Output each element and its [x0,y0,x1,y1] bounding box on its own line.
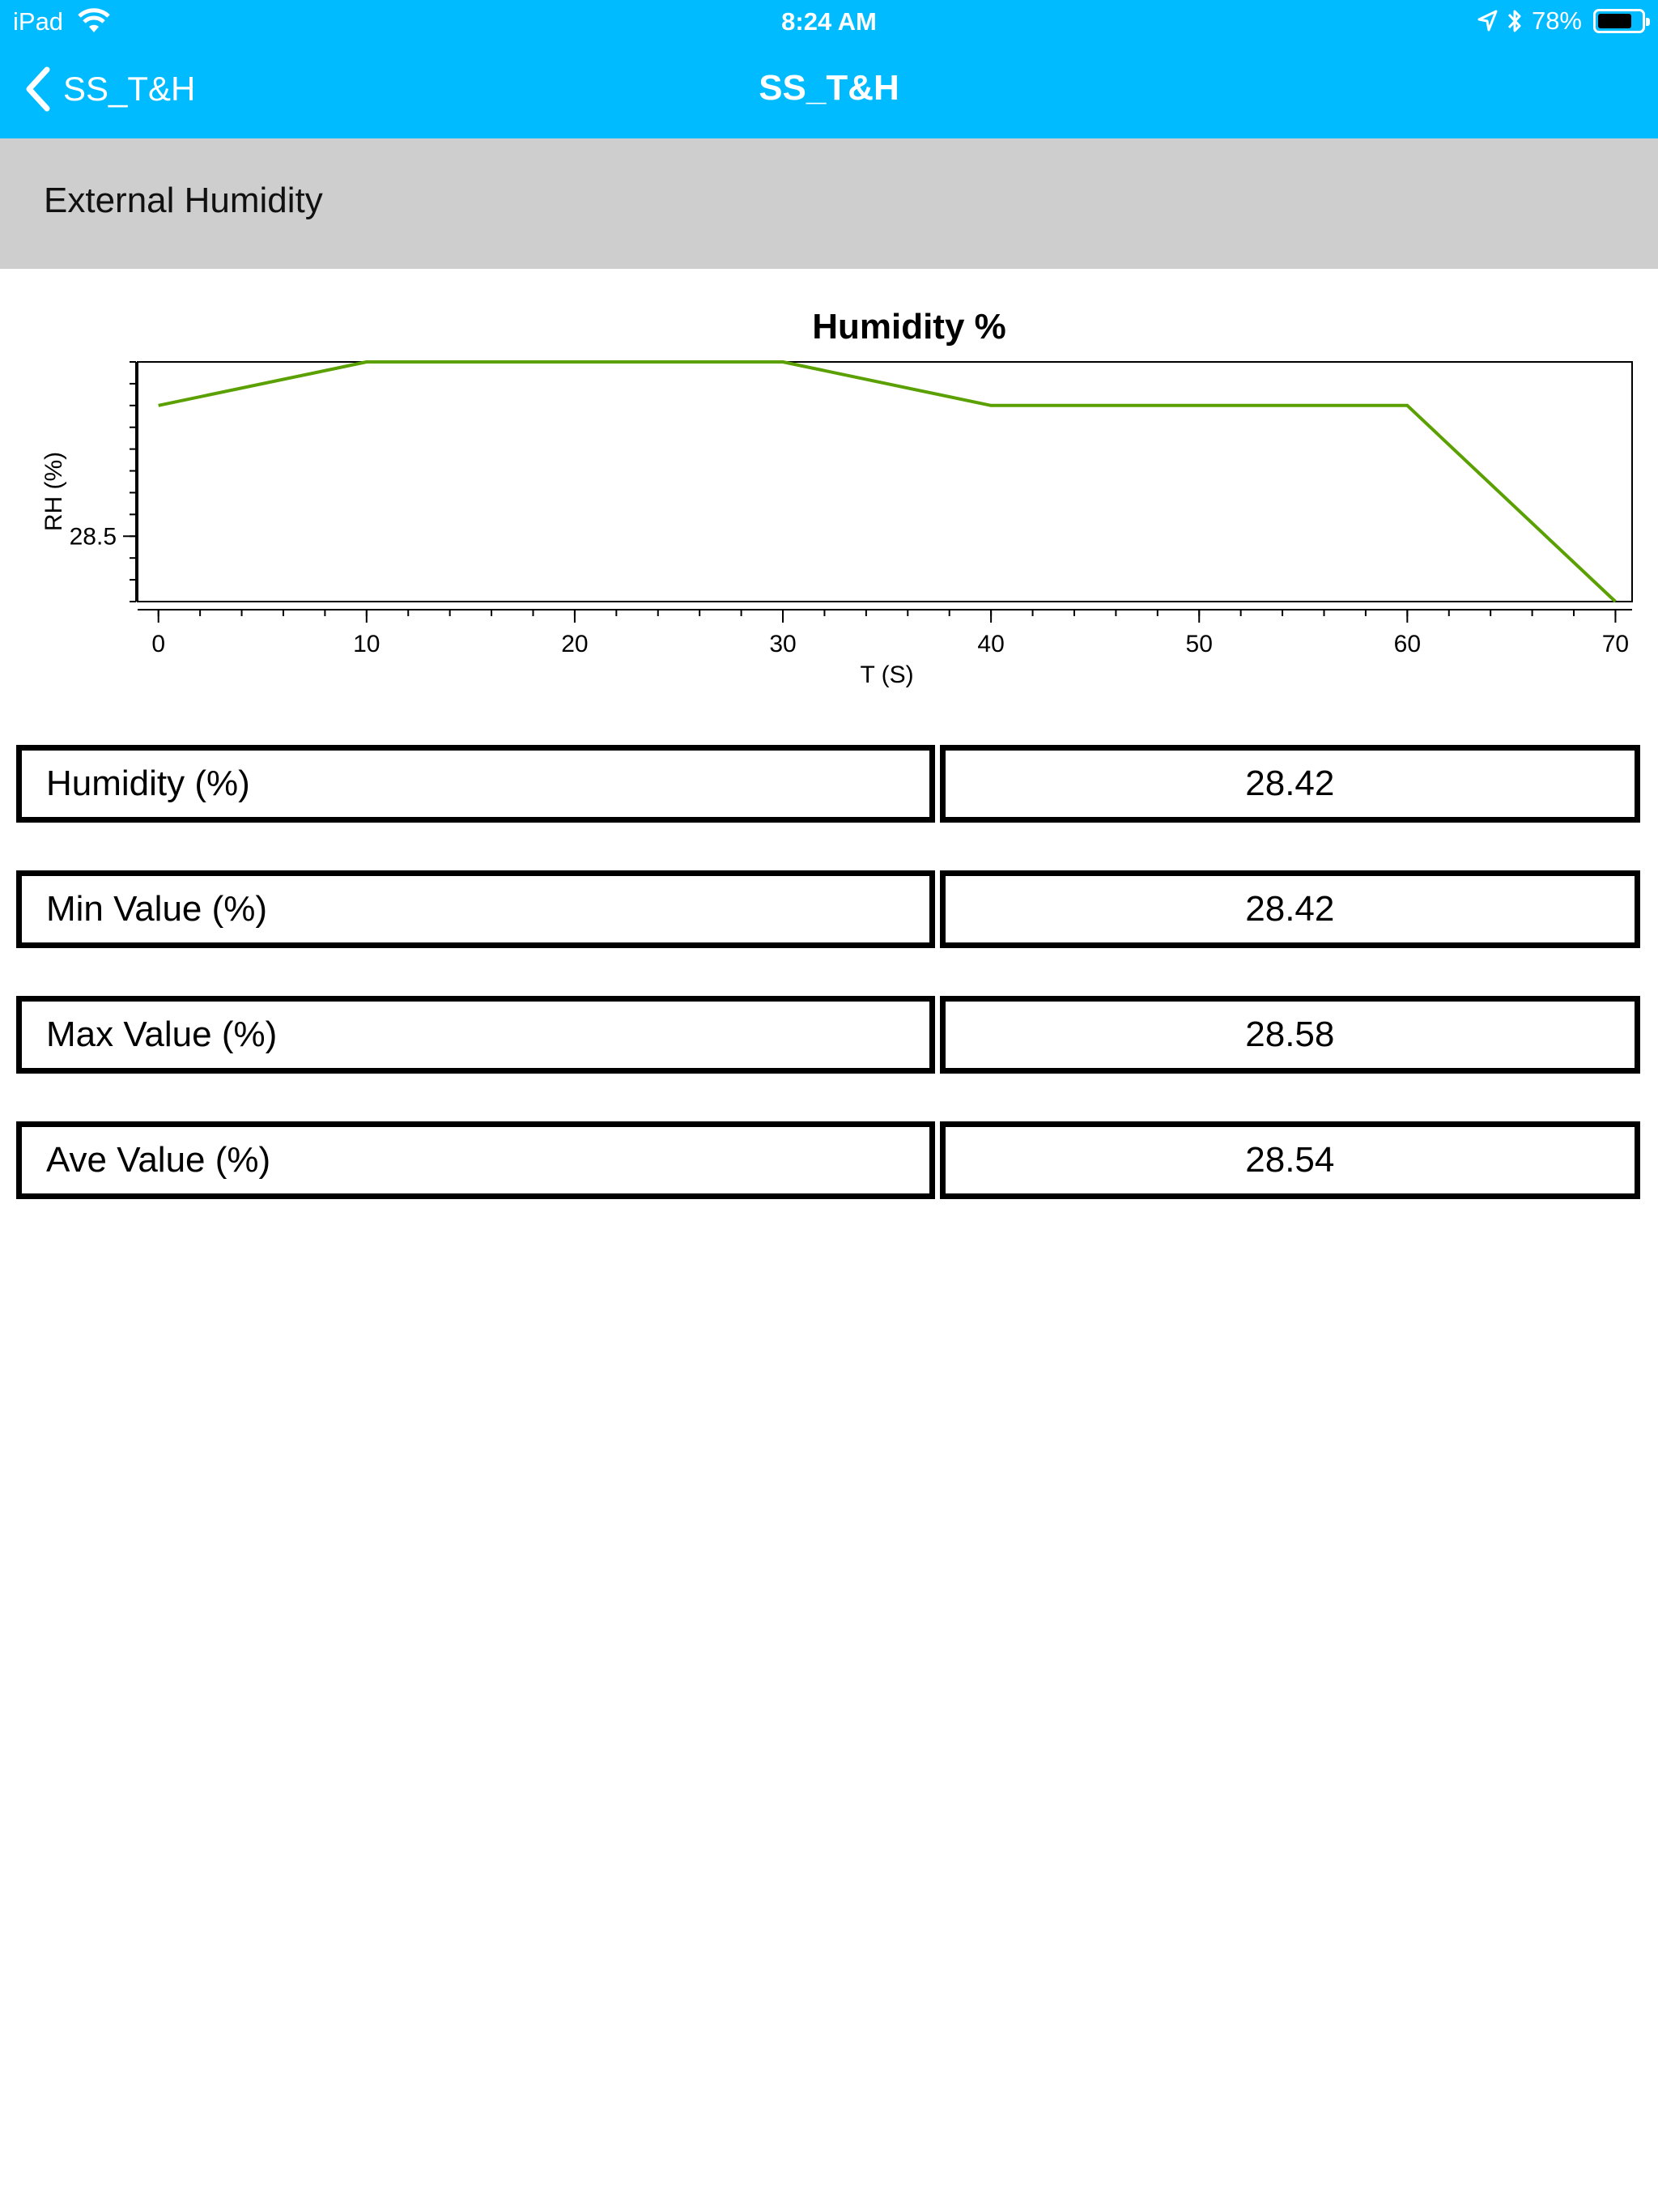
battery-fill [1598,14,1631,28]
status-bar [0,0,1658,44]
stat-value: 28.42 [940,745,1640,823]
stat-row [16,996,1640,1074]
x-tick-label: 60 [1393,631,1422,657]
x-tick-label: 20 [561,631,589,657]
location-arrow-icon [1477,9,1498,33]
stat-row [16,745,1640,823]
x-tick-label: 50 [1185,631,1213,657]
x-tick-label: 40 [977,631,1005,657]
humidity-chart [0,275,1658,713]
stat-label: Ave Value (%) [16,1121,935,1199]
device-name: iPad [13,7,64,36]
status-time: 8:24 AM [781,7,877,36]
stat-value: 28.58 [940,996,1640,1074]
section-header [0,138,1658,269]
stat-label: Min Value (%) [16,870,935,948]
stats-table [16,745,1640,1247]
x-tick-label: 0 [151,631,166,657]
x-tick-label: 70 [1601,631,1630,657]
x-tick-label: 30 [769,631,797,657]
stat-value: 28.54 [940,1121,1640,1199]
plot-frame [138,362,1632,602]
page-title: SS_T&H [759,68,899,108]
nav-bar [0,49,1658,133]
chart-title: Humidity % [812,307,1006,347]
battery-icon [1593,9,1645,33]
stat-row [16,870,1640,948]
stat-label: Max Value (%) [16,996,935,1074]
x-tick-label: 10 [353,631,380,657]
navigation-header [0,0,1658,138]
humidity-series-line [159,362,1616,602]
x-axis-label: T (S) [860,661,914,688]
back-button-label: SS_T&H [63,70,196,108]
y-tick-label: 28.5 [69,523,117,551]
status-right-group [1477,6,1645,36]
section-title: External Humidity [44,181,323,220]
stat-row [16,1121,1640,1199]
stat-value: 28.42 [940,870,1640,948]
y-axis-label: RH (%) [40,451,67,532]
stat-label: Humidity (%) [16,745,935,823]
battery-percentage: 78% [1531,6,1582,35]
bluetooth-icon [1506,7,1524,35]
